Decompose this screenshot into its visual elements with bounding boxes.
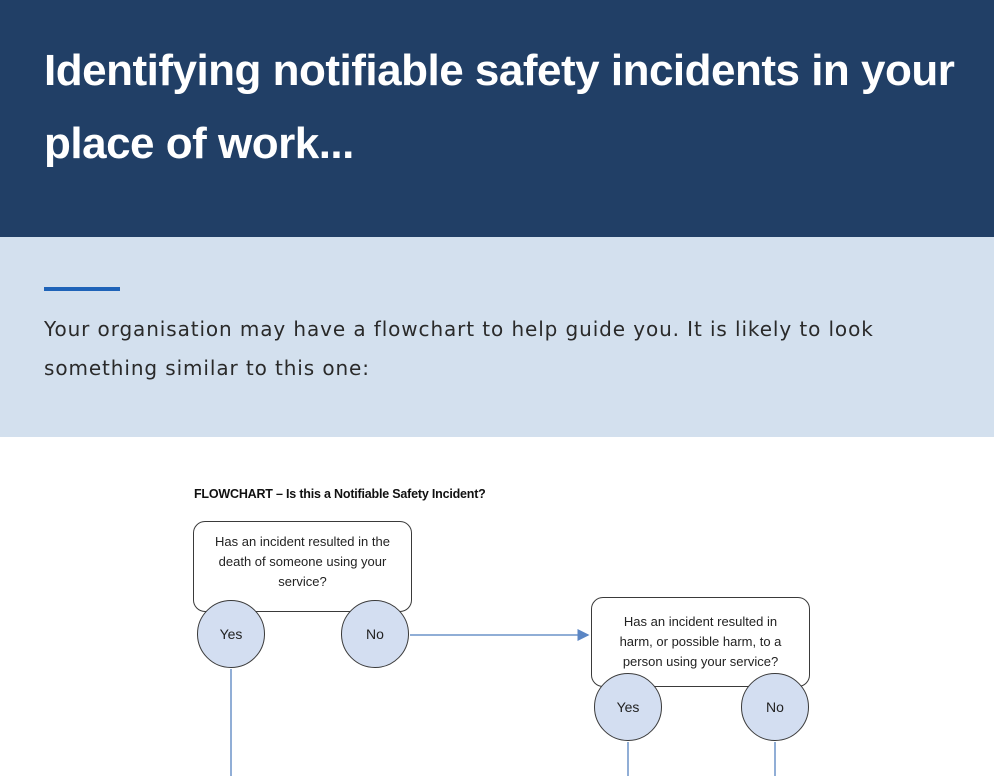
flowchart-connectors [0, 437, 994, 776]
answer-no-harm: No [741, 673, 809, 741]
question-harm-text: Has an incident resulted in harm, or possible harm, to a person using your service? [619, 614, 782, 669]
accent-divider [44, 287, 120, 291]
intro-text: Your organisation may have a flowchart to help guide you. It is likely to look something similar to this one: [44, 317, 874, 380]
page-header [0, 0, 994, 237]
answer-no-death: No [341, 600, 409, 668]
answer-yes-death: Yes [197, 600, 265, 668]
question-death-box [193, 521, 412, 612]
intro-panel [0, 237, 994, 437]
page-title: Identifying notifiable safety incidents in your place of work... [44, 46, 955, 168]
answer-yes-harm: Yes [594, 673, 662, 741]
question-death-text: Has an incident resulted in the death of someone using your service? [215, 534, 390, 589]
flowchart-title: FLOWCHART – Is this a Notifiable Safety Incident? [194, 487, 486, 501]
flowchart-figure [0, 437, 994, 776]
